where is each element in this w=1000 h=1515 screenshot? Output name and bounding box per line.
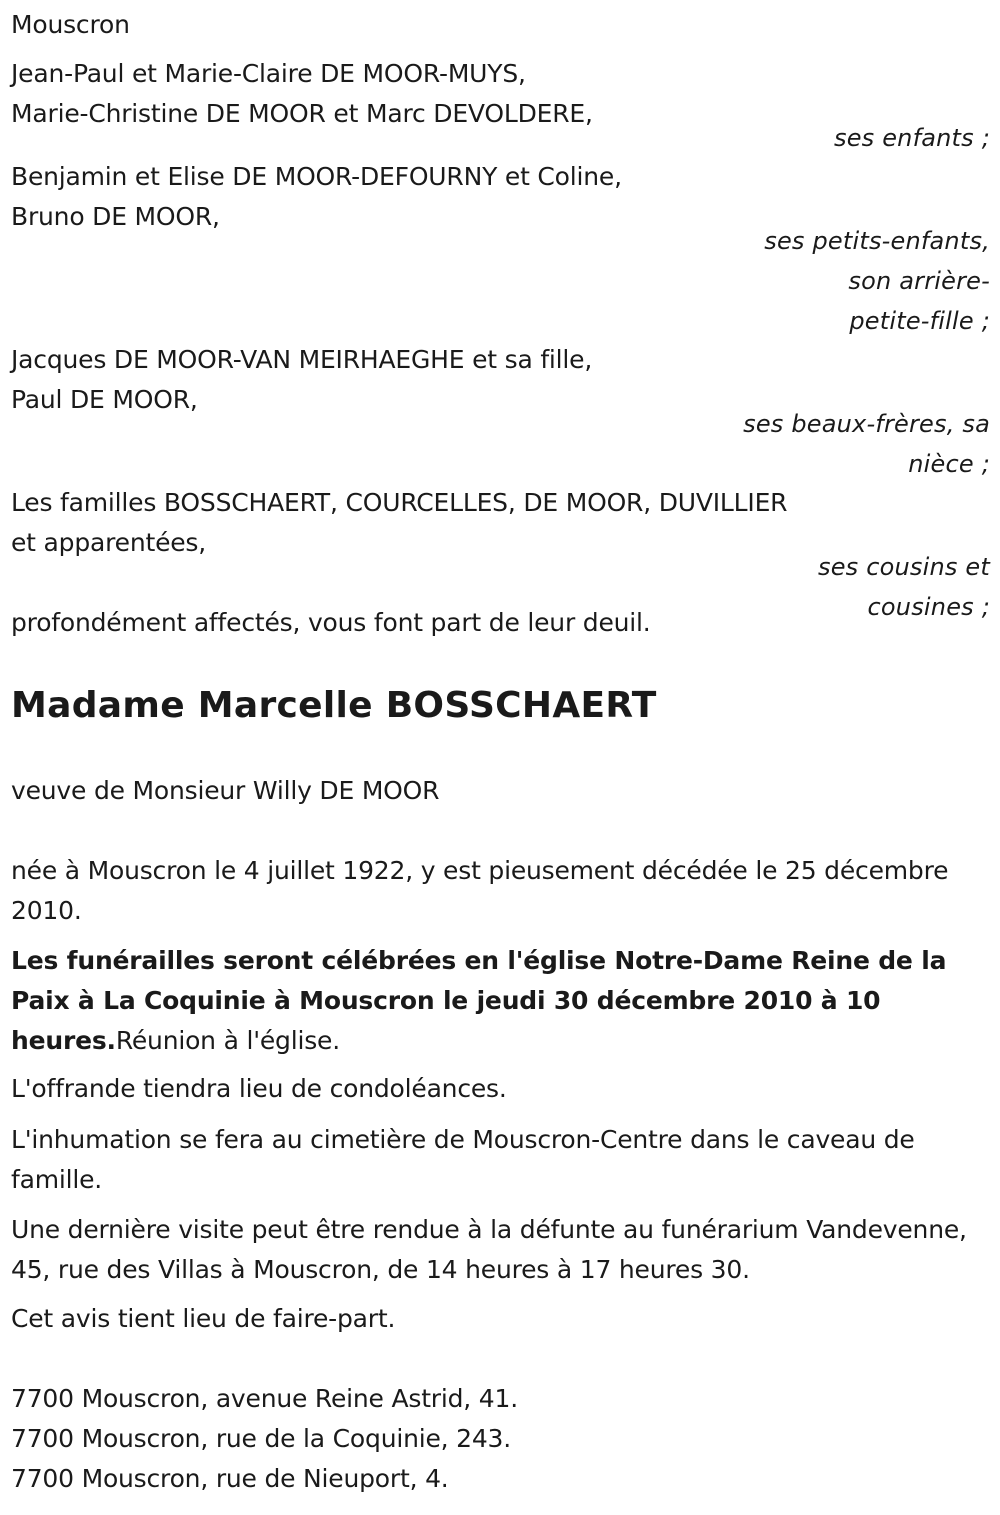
families-relation-2: cousines ; (867, 593, 990, 621)
inlaws-line-2: Paul DE MOOR, (11, 385, 198, 414)
offering-paragraph: L'offrande tiendra lieu de condoléances. (11, 1074, 507, 1103)
funeral-details: Les funérailles seront célébrées en l'église Notre-Dame Reine de la Paix à La Coquinie à Mouscron le jeudi 30 décembre 2010 à 10 heures. (11, 946, 947, 1055)
children-line-1: Jean-Paul et Marie-Claire DE MOOR-MUYS, (11, 59, 526, 88)
inlaws-relation-1: ses beaux-frères, sa (743, 410, 990, 438)
visit-paragraph: Une dernière visite peut être rendue à la défunte au funérarium Vandevenne, 45, rue des Villas à Mouscron, de 14 heures à 17 heures 30. (11, 1215, 967, 1284)
address-line: 7700 Mouscron, rue de Nieuport, 4. (11, 1464, 449, 1493)
children-line-2: Marie-Christine DE MOOR et Marc DEVOLDERE, (11, 99, 593, 128)
funeral-paragraph (11, 941, 1000, 1061)
inlaws-relation-2: nièce ; (908, 450, 990, 478)
address-line: 7700 Mouscron, avenue Reine Astrid, 41. (11, 1384, 518, 1413)
children-relation: ses enfants ; (834, 124, 990, 152)
spouse-line: veuve de Monsieur Willy DE MOOR (11, 776, 440, 805)
grandchildren-line-1: Benjamin et Elise DE MOOR-DEFOURNY et Coline, (11, 162, 622, 191)
funeral-meeting: Réunion à l'église. (115, 1026, 340, 1055)
grandchildren-relation-1: ses petits-enfants, (764, 227, 990, 255)
birth-death-paragraph: née à Mouscron le 4 juillet 1922, y est pieusement décédée le 25 décembre 2010. (11, 856, 949, 925)
burial-paragraph: L'inhumation se fera au cimetière de Mouscron-Centre dans le caveau de famille. (11, 1125, 915, 1194)
grandchildren-line-2: Bruno DE MOOR, (11, 202, 220, 231)
city-heading: Mouscron (11, 10, 130, 39)
closing-line: profondément affectés, vous font part de leur deuil. (11, 608, 651, 637)
grandchildren-relation-3: petite-fille ; (849, 307, 990, 335)
inlaws-line-1: Jacques DE MOOR-VAN MEIRHAEGHE et sa fille, (11, 345, 593, 374)
notice-paragraph: Cet avis tient lieu de faire-part. (11, 1304, 396, 1333)
families-line-1: Les familles BOSSCHAERT, COURCELLES, DE MOOR, DUVILLIER (11, 488, 788, 517)
address-line: 7700 Mouscron, rue de la Coquinie, 243. (11, 1424, 512, 1453)
deceased-name: Madame Marcelle BOSSCHAERT (11, 685, 657, 726)
grandchildren-relation-2: son arrière- (848, 267, 990, 295)
families-relation-1: ses cousins et (818, 553, 990, 581)
families-line-2: et apparentées, (11, 528, 206, 557)
